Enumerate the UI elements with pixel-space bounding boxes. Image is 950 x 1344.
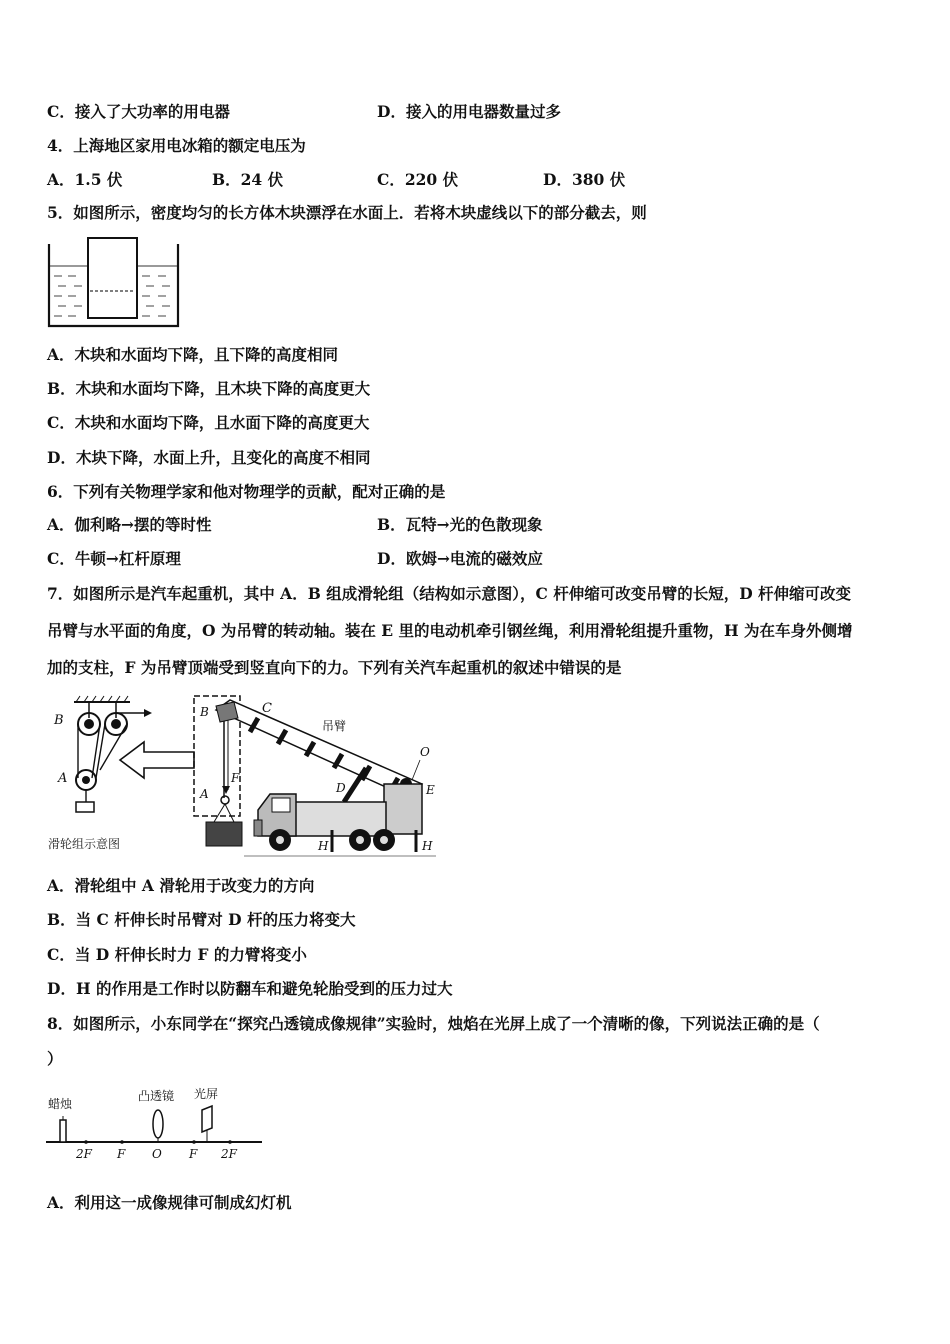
q7-stem-line1: 7．如图所示是汽车起重机，其中 A．B 组成滑轮组（结构如示意图），C 杆伸缩可改变吊臂的长短，D 杆伸缩可改变 [47,584,852,603]
q4-option-d: D．380 伏 [543,170,626,189]
pulley-label-a: A [58,771,68,786]
crane-label-o: O [420,745,430,759]
q4-option-c: C．220 伏 [377,170,459,189]
q6-stem: 6．下列有关物理学家和他对物理学的贡献，配对正确的是 [47,482,446,501]
q3-option-c: C．接入了大功率的用电器 [47,102,230,121]
bench-label-screen: 光屏 [194,1087,219,1101]
crane-label-h1: H [318,839,329,853]
q7-option-a: A．滑轮组中 A 滑轮用于改变力的方向 [47,876,315,895]
q6-option-c: C．牛顿→杠杆原理 [47,549,181,568]
crane-label-b: B [200,705,209,719]
q8-figure-optical-bench [44,1080,264,1162]
bench-tick-o: O [152,1147,162,1161]
q5-option-d: D．木块下降，水面上升，且变化的高度不相同 [47,448,371,467]
crane-label-h2: H [422,839,433,853]
q4-stem: 4．上海地区家用电冰箱的额定电压为 [47,136,306,155]
bench-tick-2f-right: 2F [221,1147,237,1161]
bench-label-lens: 凸透镜 [138,1089,175,1103]
bench-tick-f-left: F [117,1147,126,1161]
crane-label-f: F [231,771,240,785]
crane-label-d: D [336,781,346,795]
q5-stem: 5．如图所示，密度均匀的长方体木块漂浮在水面上．若将木块虚线以下的部分截去，则 [47,203,647,222]
crane-label-c: C [262,701,272,716]
q5-figure-beaker [46,236,182,332]
q7-stem-line3: 加的支柱，F 为吊臂顶端受到竖直向下的力。下列有关汽车起重机的叙述中错误的是 [47,658,622,677]
q8-stem-line2: ） [47,1049,63,1068]
q6-option-a: A．伽利略→摆的等时性 [47,515,212,534]
q8-stem-line1: 8．如图所示，小东同学在“探究凸透镜成像规律”实验时，烛焰在光屏上成了一个清晰的像，下列说法正确的是（ [47,1014,820,1033]
q7-figure-crane [44,690,440,862]
bench-label-candle: 蜡烛 [48,1097,73,1111]
q5-option-b: B．木块和水面均下降，且木块下降的高度更大 [47,379,371,398]
q3-option-d: D．接入的用电器数量过多 [377,102,561,121]
pulley-caption: 滑轮组示意图 [48,837,121,851]
pulley-label-b: B [54,713,64,728]
bench-tick-f-right: F [189,1147,198,1161]
q5-option-c: C．木块和水面均下降，且水面下降的高度更大 [47,413,370,432]
crane-label-boom: 吊臂 [322,719,347,733]
q6-option-d: D．欧姆→电流的磁效应 [377,549,543,568]
crane-label-a: A [200,787,209,801]
crane-label-e: E [426,783,435,797]
q4-option-b: B．24 伏 [212,170,284,189]
q7-stem-line2: 吊臂与水平面的角度，O 为吊臂的转动轴。装在 E 里的电动机牵引钢丝绳，利用滑轮组提升重物，H 为在车身外侧增 [47,621,853,640]
q7-option-b: B．当 C 杆伸长时吊臂对 D 杆的压力将变大 [47,910,356,929]
q6-option-b: B．瓦特→光的色散现象 [377,515,543,534]
q5-option-a: A．木块和水面均下降，且下降的高度相同 [47,345,339,364]
q8-option-a: A．利用这一成像规律可制成幻灯机 [47,1193,292,1212]
q4-option-a: A．1.5 伏 [47,170,123,189]
q7-option-c: C．当 D 杆伸长时力 F 的力臂将变小 [47,945,307,964]
q7-option-d: D．H 的作用是工作时以防翻车和避免轮胎受到的压力过大 [47,979,453,998]
bench-tick-2f-left: 2F [76,1147,92,1161]
